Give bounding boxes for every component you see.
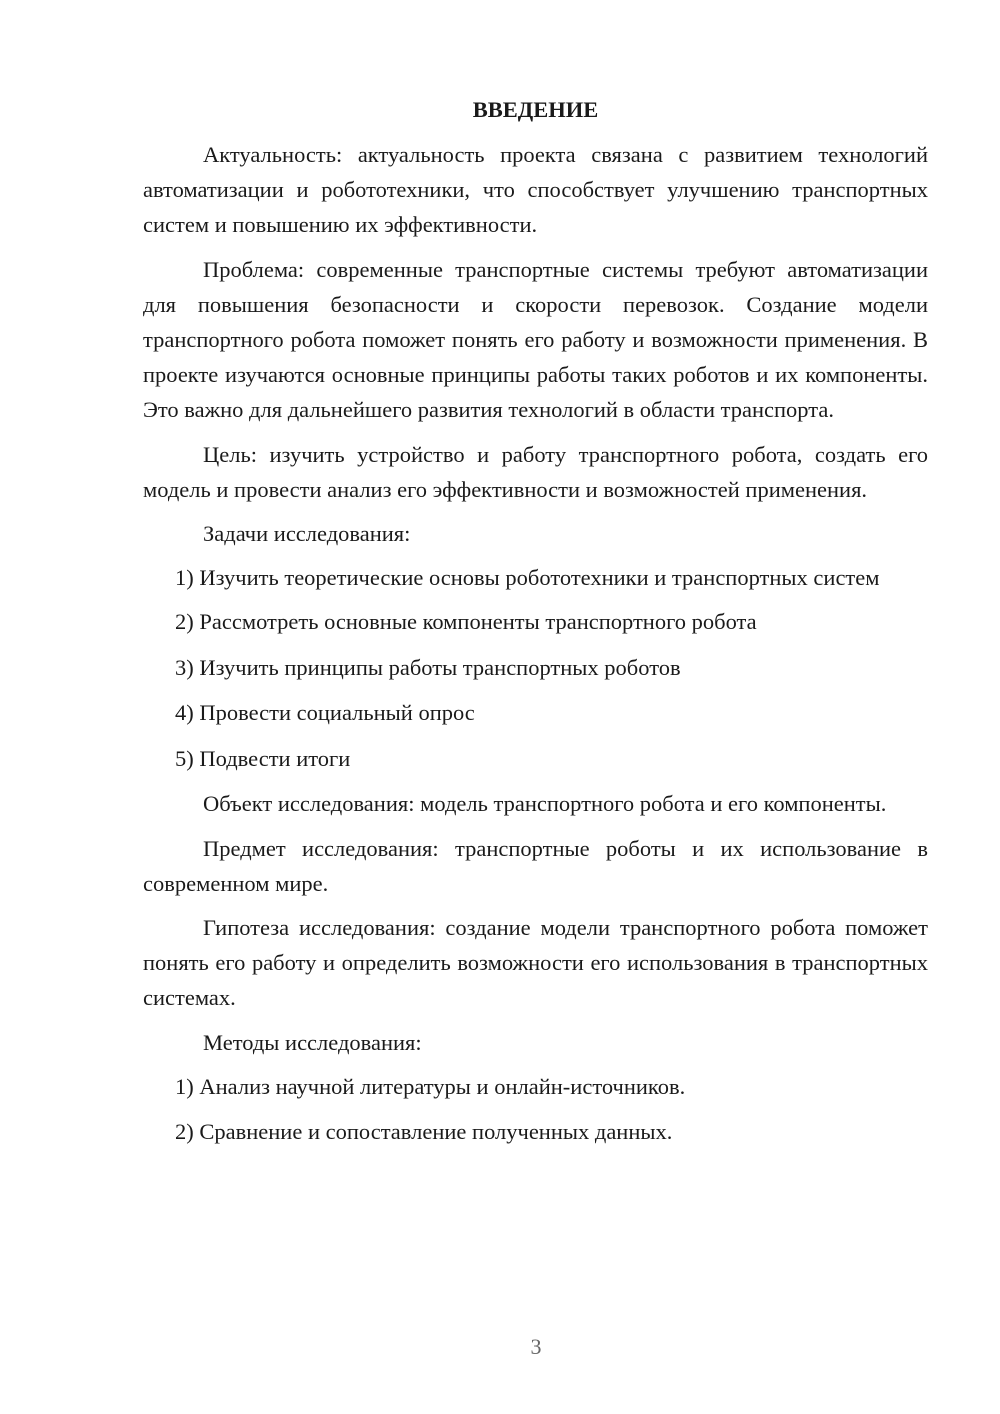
- paragraph-relevance: Актуальность: актуальность проекта связана с развитием технологий автоматизации и робототехники, что способствует улучшению транспортных систем и повышению их эффективности.: [143, 142, 928, 238]
- paragraph-problem: Проблема: современные транспортные системы требуют автоматизации для повышения безопасности и скорости перевозок. Создание модели транспортного робота поможет понять его работу и возможности применения. В проекте изучаются основные принципы работы таких роботов и их компоненты. Это важно для дальнейшего развития технологий в области транспорта.: [143, 256, 928, 423]
- paragraph-subject: Предмет исследования: транспортные роботы и их использование в современном мире.: [143, 835, 928, 896]
- list-item: 5) Подвести итоги: [175, 745, 351, 771]
- page-number: 3: [530, 1334, 542, 1359]
- list-item: 1) Изучить теоретические основы робототехники и транспортных систем: [175, 565, 880, 591]
- paragraph-object: Объект исследования: модель транспортного робота и его компоненты.: [203, 791, 887, 817]
- methods-list: [143, 1069, 928, 1151]
- tasks-heading: Задачи исследования:: [203, 521, 411, 547]
- document-page: [143, 92, 928, 1160]
- list-item: 1) Анализ научной литературы и онлайн-источников.: [175, 1073, 686, 1099]
- paragraph-hypothesis: Гипотеза исследования: создание модели транспортного робота поможет понять его работу и определить возможности его использования в транспортных системах.: [143, 915, 928, 1011]
- list-item: 2) Сравнение и сопоставление полученных данных.: [175, 1119, 673, 1145]
- paragraph-goal: Цель: изучить устройство и работу транспортного робота, создать его модель и провести анализ его эффективности и возможностей применения.: [143, 441, 928, 502]
- tasks-list: [143, 560, 928, 777]
- list-item: 2) Рассмотреть основные компоненты транспортного робота: [175, 609, 757, 635]
- list-item: 3) Изучить принципы работы транспортных роботов: [175, 654, 681, 680]
- list-item: 4) Провести социальный опрос: [175, 700, 475, 726]
- section-title: ВВЕДЕНИЕ: [472, 97, 599, 122]
- methods-heading: Методы исследования:: [203, 1029, 422, 1055]
